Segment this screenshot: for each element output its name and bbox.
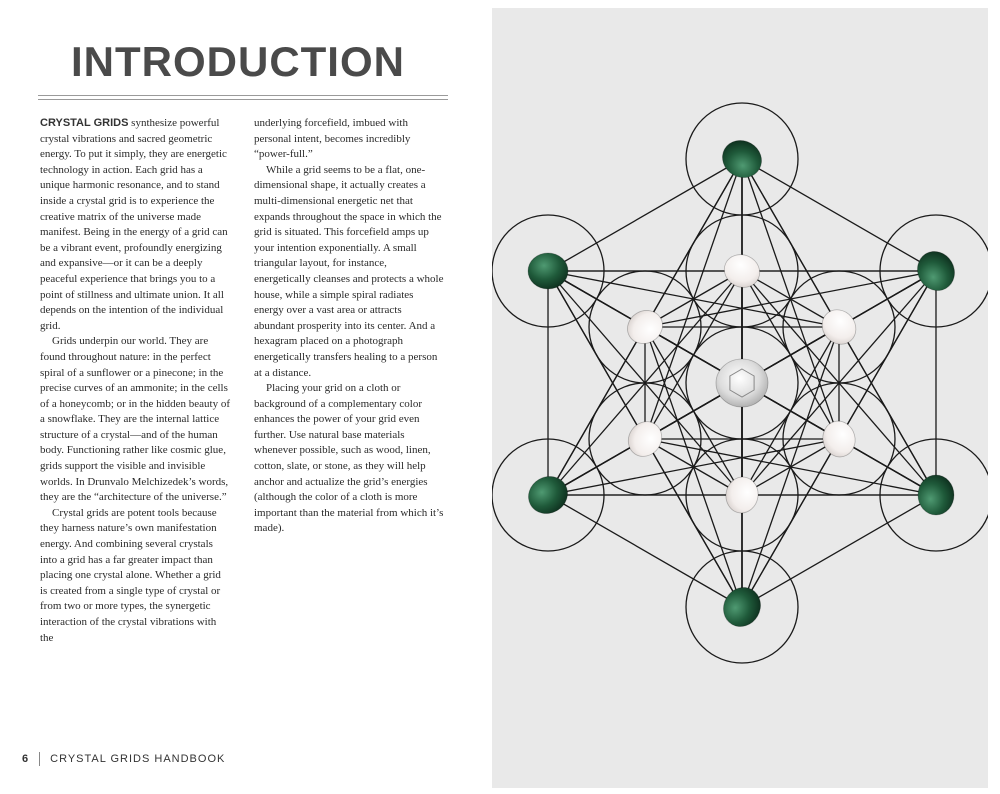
malachite-stone (528, 253, 568, 289)
title-rule-secondary (38, 99, 448, 100)
paragraph-text: synthesize powerful crystal vibrations and sacred geometric energy. To put it simply, they are energetic technology in action. Each grid has a unique harmonic resonance, and to stand inside a crystal grid is to experience the creative matrix of the universe made manifest. Being in the energy of a grid can be a vibrant event, profoundly energizing and expansive—or it can be a deeply peaceful experience that brings you to a point of stillness and ultimate union. It all depends on the intention of the individual grid. (40, 117, 228, 332)
lead-in: CRYSTAL GRIDS (40, 117, 129, 129)
text-column-1 (40, 116, 230, 646)
rose-quartz-stone (621, 304, 668, 350)
page-number: 6 (22, 753, 30, 765)
paragraph: Placing your grid on a cloth or background of a complementary color enhances the power of your grid even further. Use natural base materials whenever possible, such as wood, linen, cotton, slate, or stone, as they will help anchor and actualize the grid’s energies (although the color of a cloth is more important than the material from which it’s made). (254, 382, 444, 535)
rose-quartz-stone (819, 417, 859, 460)
grid-line (742, 159, 936, 271)
paragraph: Crystal grids are potent tools because they harness nature’s own manifestation energy. And combining several crystals into a grid has a far greater impact than placing one crystal alone. Whether a grid is created from a single type of crystal or from two or more types, the synergetic interaction of the crystal vibrations with the (40, 506, 221, 644)
malachite-stone (716, 581, 767, 634)
paragraph: While a grid seems to be a flat, one-dimensional shape, it actually creates a multi-dimensional energetic net that expands throughout the space in which the grid is situated. This forcefield amps up your intention exponentially. A small triangular layout, for instance, energetically cleanses and protects a whole house, while a simple spiral radiates energy over a vast area or attracts abundant prosperity into its center. And a hexagram placed on a photograph energetically transfers healing to a person at a distance. (254, 163, 444, 379)
paragraph: Grids underpin our world. They are found throughout nature: in the perfect spiral of a sunflower or a pinecone; in the precise curves of an ammonite; in the cells of a honeycomb; or in the hidden beauty of a snowflake. They are the internal lattice structure of a crystal—and of the human body. Functioning rather like cosmic glue, grids support the visible and invisible worlds. In Drunvalo Melchizedek’s words, they are the “architecture of the universe.” (40, 335, 231, 504)
crystal-grid-photo (492, 8, 988, 788)
left-page (0, 0, 490, 794)
title-rule (38, 95, 448, 96)
rose-quartz-stone (719, 249, 765, 293)
clear-quartz-crystal (716, 359, 768, 407)
metatron-cube-grid (492, 8, 988, 788)
page-title: INTRODUCTION (71, 38, 405, 85)
malachite-stone (910, 245, 961, 298)
rose-quartz-stone (815, 303, 863, 351)
footer-divider (39, 752, 40, 766)
malachite-stone (918, 475, 954, 515)
paragraph (40, 116, 230, 334)
rose-quartz-stone (622, 415, 669, 463)
page-footer (22, 752, 225, 766)
paragraph: underlying forcefield, imbued with personal intent, becomes incredibly “power-full.” (254, 117, 411, 161)
grid-line (548, 159, 742, 271)
grid-line (742, 495, 936, 607)
grid-line (548, 495, 742, 607)
malachite-stone (522, 469, 575, 520)
text-column-2 (254, 116, 444, 537)
book-title: CRYSTAL GRIDS HANDBOOK (50, 753, 226, 765)
malachite-stone (716, 133, 769, 184)
